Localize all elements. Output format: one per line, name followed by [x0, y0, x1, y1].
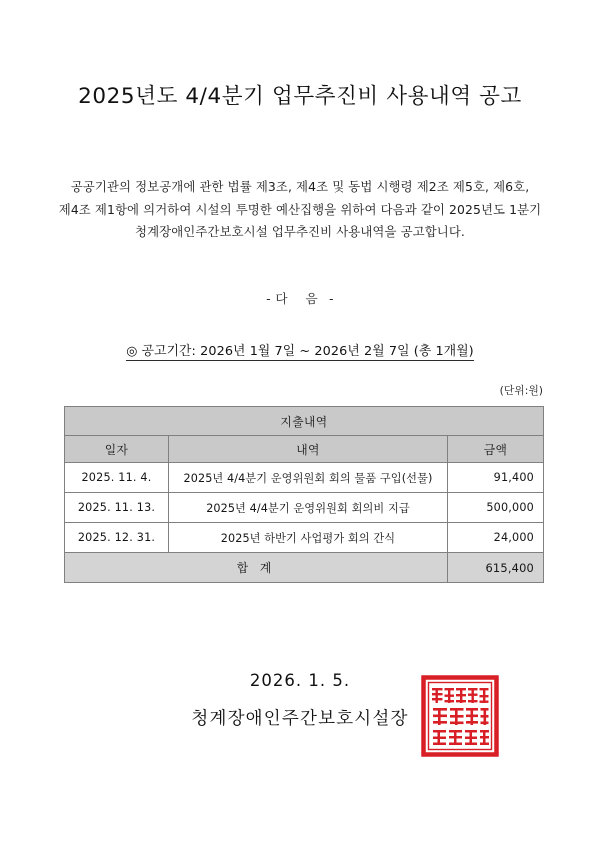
intro-line-2: 제4조 제1항에 의거하여 시설의 투명한 예산집행을 위하여 다음과 같이 2025년도 1분기: [58, 201, 542, 217]
cell-date: 2025. 12. 31.: [65, 523, 169, 553]
announcement-period: [0, 340, 600, 361]
column-header-amount: 금액: [448, 436, 544, 463]
official-seal-stamp: [421, 675, 499, 757]
cell-description: 2025년 4/4분기 운영위원회 회의 물품 구입(선물): [169, 463, 448, 493]
total-amount: 615,400: [448, 553, 544, 583]
column-header-description: 내역: [169, 436, 448, 463]
cell-description: 2025년 4/4분기 운영위원회 회의비 지급: [169, 493, 448, 523]
cell-date: 2025. 11. 4.: [65, 463, 169, 493]
total-label-text: 합 계: [236, 561, 276, 575]
next-marker-text: 다 음: [275, 291, 325, 306]
intro-line-1: 공공기관의 정보공개에 관한 법률 제3조, 제4조 및 동법 시행령 제2조 제5호, 제6호,: [70, 179, 530, 194]
signature-date: 2026. 1. 5.: [249, 671, 351, 690]
total-label: [65, 553, 448, 583]
next-section-marker: [0, 288, 600, 307]
column-header-date: 일자: [65, 436, 169, 463]
next-marker-suffix: -: [328, 291, 334, 306]
table-group-header-row: [65, 407, 544, 436]
table-row: [65, 493, 544, 523]
table-group-header: 지출내역: [65, 407, 544, 436]
intro-line-3: 청계장애인주간보호시설 업무추진비 사용내역을 공고합니다.: [135, 224, 465, 239]
signature-organization: 청계장애인주간보호시설장: [191, 709, 409, 729]
table-header-row: [65, 436, 544, 463]
cell-amount: 91,400: [448, 463, 544, 493]
next-marker-prefix: -: [266, 291, 272, 306]
page-title: 2025년도 4/4분기 업무추진비 사용내역 공고: [78, 84, 522, 109]
cell-amount: 500,000: [448, 493, 544, 523]
cell-amount: 24,000: [448, 523, 544, 553]
expense-table: [64, 406, 544, 583]
cell-description: 2025년 하반기 사업평가 회의 간식: [169, 523, 448, 553]
table-row: [65, 523, 544, 553]
currency-unit-note: (단위:원): [499, 384, 543, 397]
intro-paragraph: [50, 176, 550, 244]
table-total-row: [65, 553, 544, 583]
cell-date: 2025. 11. 13.: [65, 493, 169, 523]
announcement-period-text: ◎ 공고기간: 2026년 1월 7일 ~ 2026년 2월 7일 (총 1개월): [126, 340, 474, 361]
table-row: [65, 463, 544, 493]
